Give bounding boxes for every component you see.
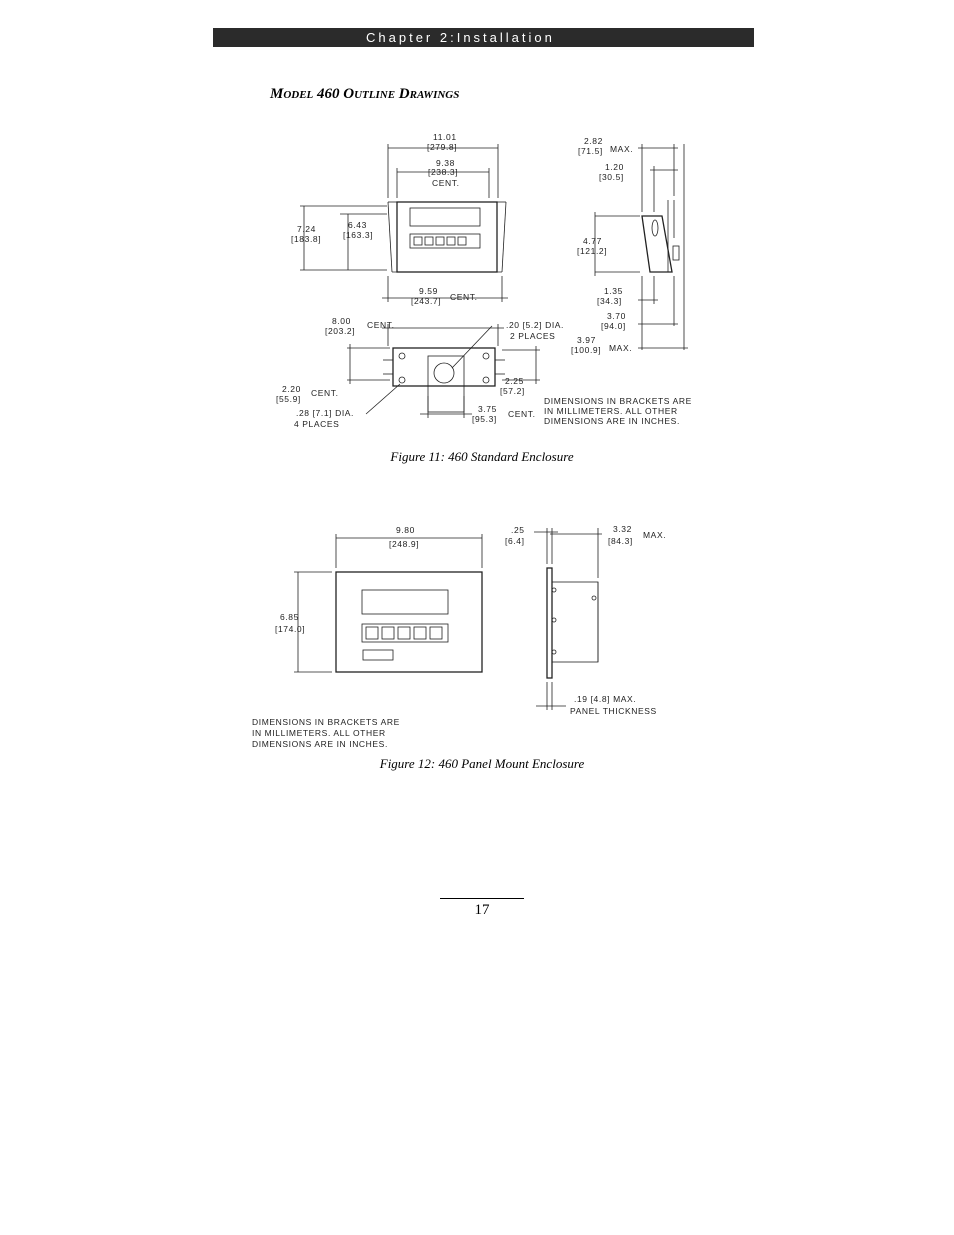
dim-slot-w: 3.75	[478, 404, 497, 414]
note-line-2: IN MILLIMETERS. ALL OTHER	[252, 728, 386, 738]
page-number: 17	[474, 902, 490, 918]
dim-slot-w-mm: [95.3]	[472, 414, 497, 424]
front-view	[294, 534, 482, 672]
dim-w-overall: 11.01	[433, 132, 457, 142]
dim-foot-mm: [34.3]	[597, 296, 622, 306]
dim-height-mm: [174.0]	[275, 624, 306, 634]
dim-depth-max-mm: [71.5]	[578, 146, 603, 156]
dim-hole-cent-mm: [203.2]	[325, 326, 356, 336]
dim-depth-mm: [84.3]	[608, 536, 633, 546]
dim-w-overall-mm: [279.8]	[427, 142, 458, 152]
dim-depth-top-mm: [30.5]	[599, 172, 624, 182]
dim-hole-cent: 8.00	[332, 316, 351, 326]
dim-base-cent: 9.59	[419, 286, 438, 296]
dim-depth-top: 1.20	[605, 162, 624, 172]
dim-hole-y: 2.20	[282, 384, 301, 394]
figure-11-drawing	[270, 128, 700, 433]
dim-h-inner: 6.43	[348, 220, 367, 230]
dim-base-cent-label: CENT.	[450, 292, 478, 302]
figure-12-caption: Figure 12: 460 Panel Mount Enclosure	[379, 756, 585, 771]
side-view	[534, 528, 602, 710]
figure-12-drawing	[250, 520, 680, 752]
dim-hole-y-label: CENT.	[311, 388, 339, 398]
dim-height: 6.85	[280, 612, 299, 622]
dim-base-max-label: MAX.	[609, 343, 633, 353]
dim-depth-label: MAX.	[643, 530, 667, 540]
dim-slot-w-label: CENT.	[508, 409, 536, 419]
footer-rule	[440, 898, 524, 899]
dim-base-cent-mm: [243.7]	[411, 296, 442, 306]
dim-h-overall-mm: [183.8]	[291, 234, 322, 244]
front-view	[300, 144, 508, 302]
note-line-2: IN MILLIMETERS. ALL OTHER	[544, 406, 678, 416]
dim-hole-cent-label: CENT.	[367, 320, 395, 330]
dim-foot: 1.35	[604, 286, 623, 296]
note-line-1: DIMENSIONS IN BRACKETS ARE	[544, 396, 692, 406]
dim-width-mm: [248.9]	[389, 539, 420, 549]
chapter-header	[213, 28, 754, 47]
dim-flange: .25	[511, 525, 525, 535]
dim-panel: .19 [4.8] MAX.	[574, 694, 637, 704]
dim-slot-h-mm: [57.2]	[500, 386, 525, 396]
dim-panel-label: PANEL THICKNESS	[570, 706, 657, 716]
dim-depth: 3.32	[613, 524, 632, 534]
note-line-3: DIMENSIONS ARE IN INCHES.	[252, 739, 388, 749]
dim-flange-mm: [6.4]	[505, 536, 525, 546]
dim-h-overall: 7.24	[297, 224, 316, 234]
section-title: Model 460 Outline Drawings	[270, 86, 460, 102]
note-line-1: DIMENSIONS IN BRACKETS ARE	[252, 717, 400, 727]
dim-hole-y-mm: [55.9]	[276, 394, 301, 404]
dim-cent-label: CENT.	[432, 178, 460, 188]
dim-slot-h: 2.25	[505, 376, 524, 386]
dim-slot: .20 [5.2] DIA.	[506, 320, 565, 330]
dim-depth-max-label: MAX.	[610, 144, 634, 154]
dim-h-inner-mm: [163.3]	[343, 230, 374, 240]
dim-base-max-mm: [100.9]	[571, 345, 602, 355]
dim-depth-max: 2.82	[584, 136, 603, 146]
dim-base-max: 3.97	[577, 335, 596, 345]
figure-11-caption: Figure 11: 460 Standard Enclosure	[390, 449, 574, 464]
chapter-title: Chapter 2:Installation	[366, 30, 555, 45]
dim-width: 9.80	[396, 525, 415, 535]
dim-w-cent-mm: [238.3]	[428, 167, 459, 177]
dim-base-d: 3.70	[607, 311, 626, 321]
dim-slot-places: 2 PLACES	[510, 331, 556, 341]
note-line-3: DIMENSIONS ARE IN INCHES.	[544, 416, 680, 426]
dim-base-d-mm: [94.0]	[601, 321, 626, 331]
dim-w-cent: 9.38	[436, 158, 455, 168]
dim-hole-places: 4 PLACES	[294, 419, 340, 429]
dim-height-side: 4.77	[583, 236, 602, 246]
dim-hole-dia: .28 [7.1] DIA.	[296, 408, 355, 418]
dim-height-side-mm: [121.2]	[577, 246, 608, 256]
